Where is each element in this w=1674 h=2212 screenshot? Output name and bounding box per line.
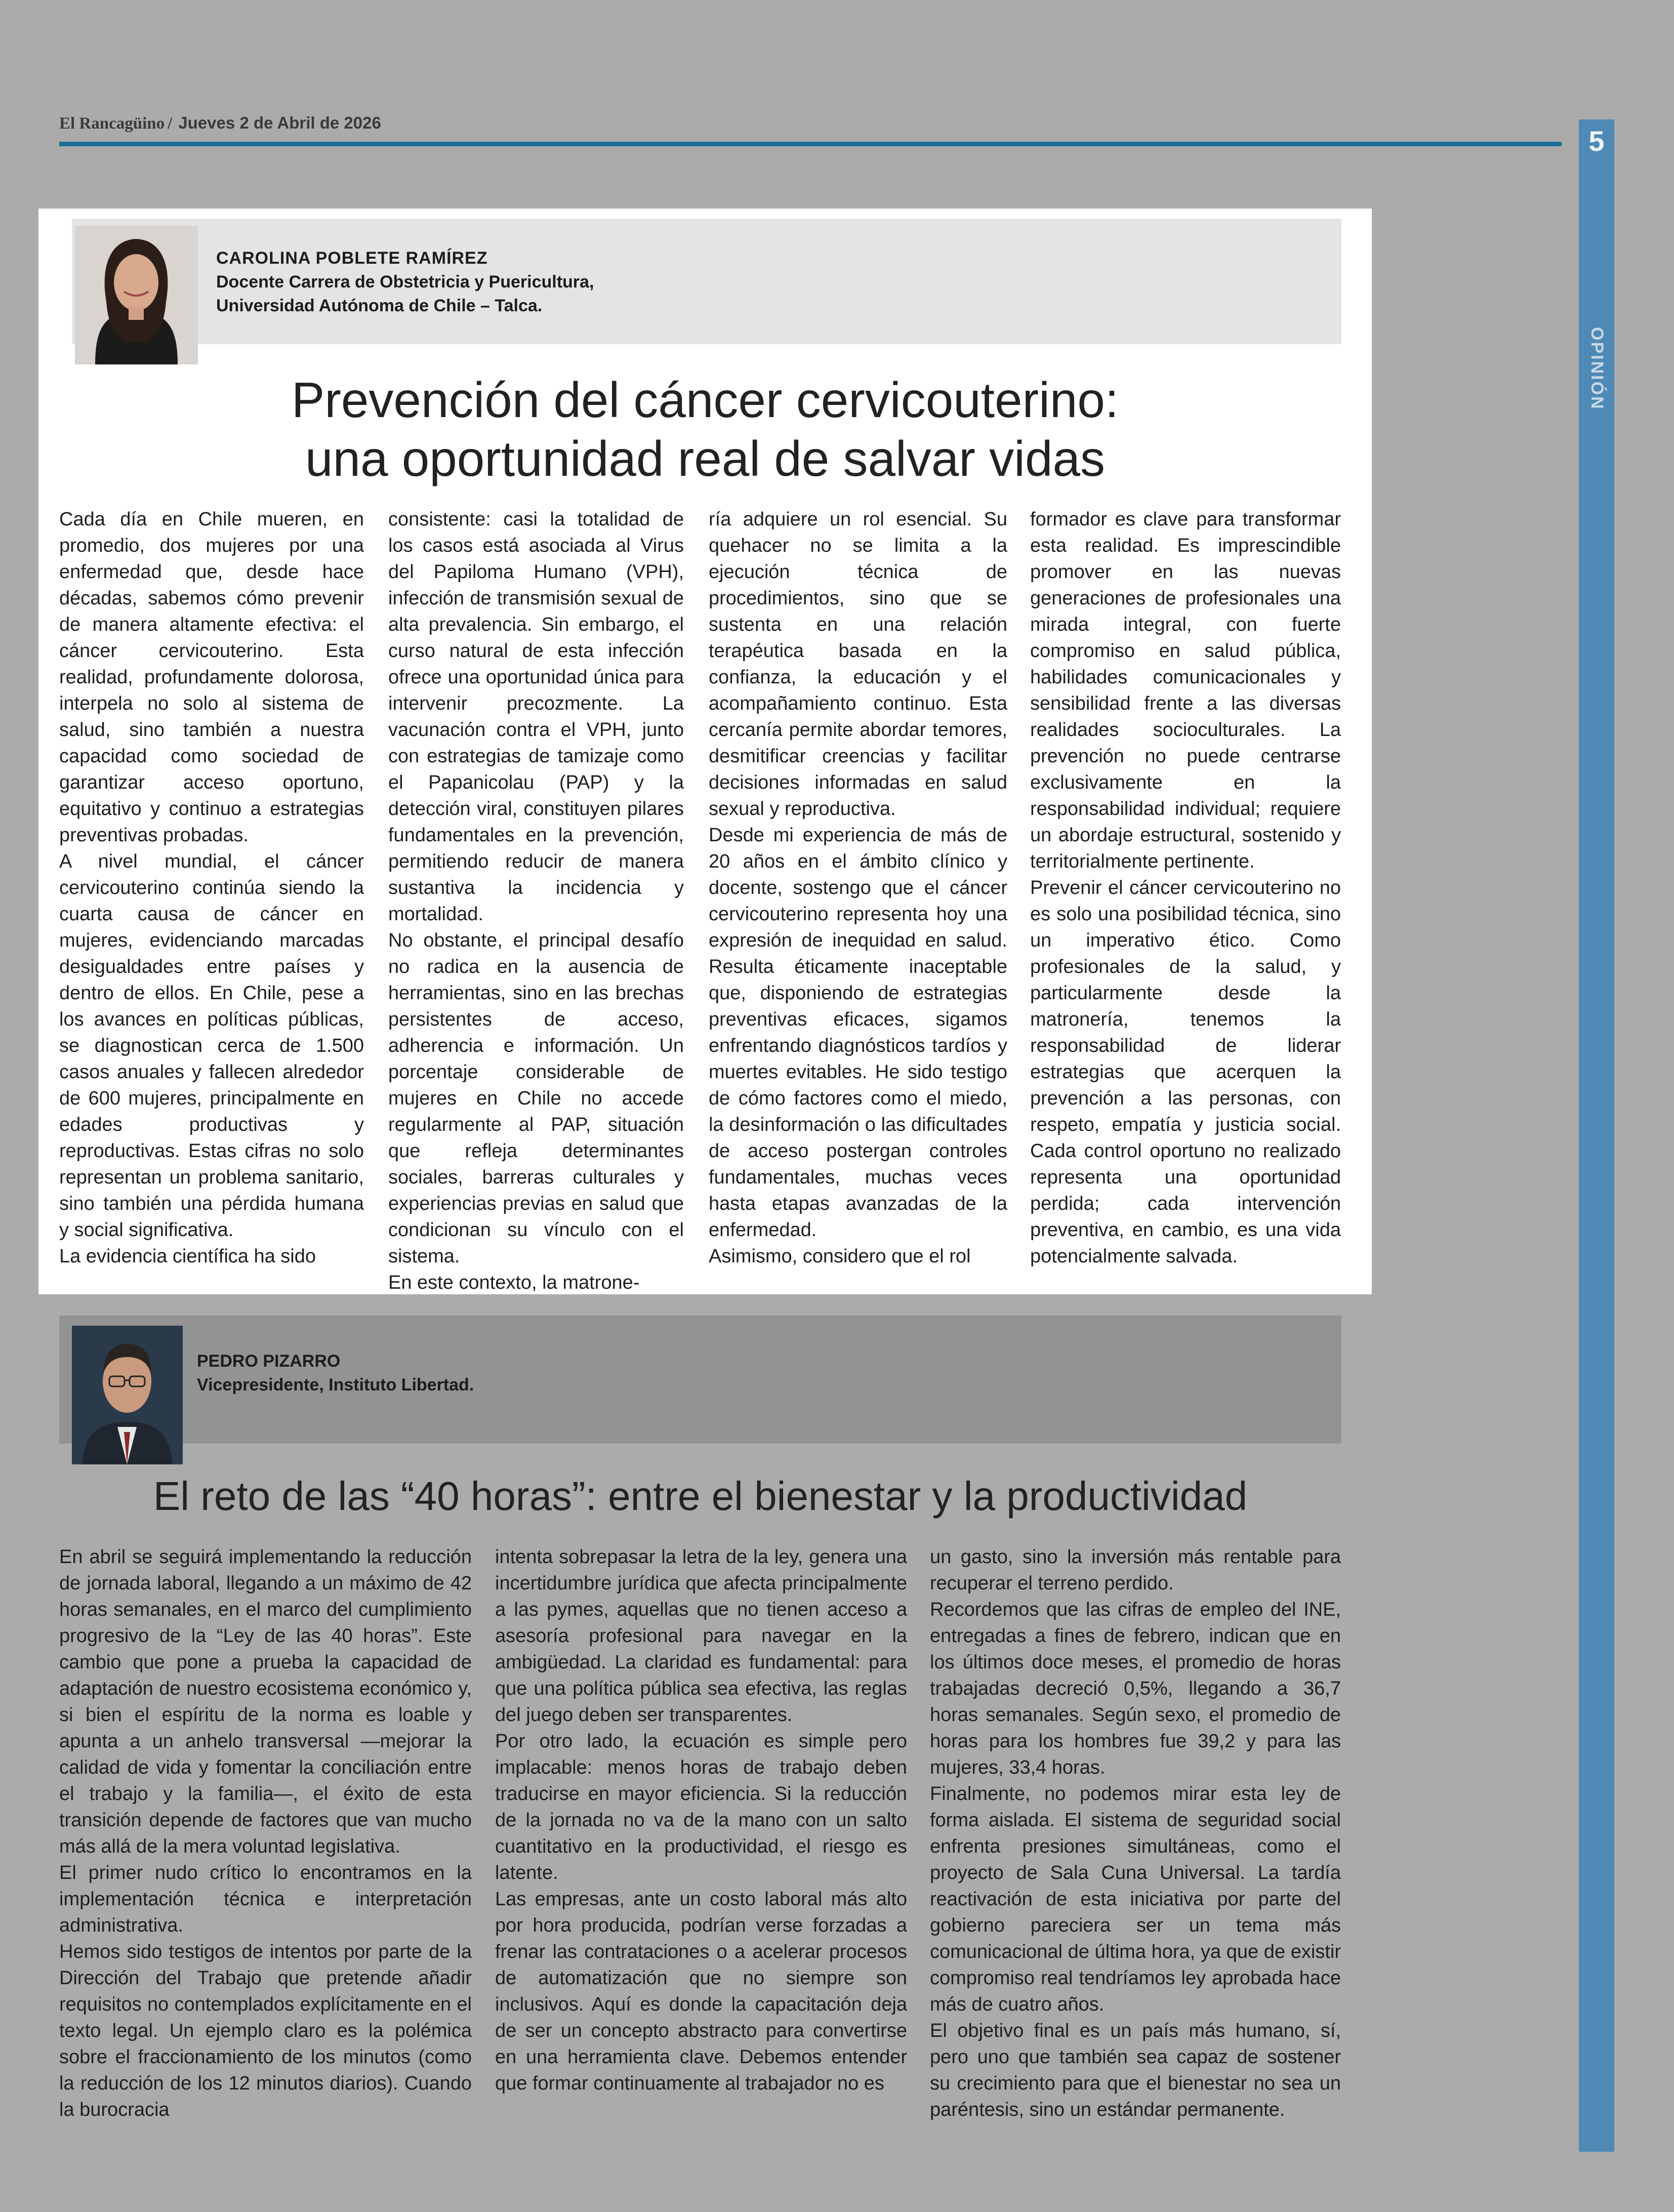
article-1-column-1 — [59, 506, 364, 1269]
article-2-column-3 — [930, 1544, 1341, 2123]
section-label: OPINIÓN — [1587, 327, 1607, 411]
paragraph: El objetivo final es un país más humano, sí, pero uno que también sea capaz de sostener su crecimiento para que el bienestar no sea un paréntesis, sino un estándar permanente. — [930, 2020, 1341, 2120]
paragraph: En este contexto, la matrone- — [388, 1272, 640, 1293]
article-2-headline: El reto de las “40 horas”: entre el bienestar y la productividad — [153, 1473, 1248, 1519]
author-2-role: Vicepresidente, Instituto Libertad. — [197, 1375, 474, 1395]
page-number: 5 — [1588, 125, 1605, 157]
paragraph: Hemos sido testigos de intentos por parte de la Dirección del Trabajo que pretende añadir requisitos no contemplados explícitamente en el texto legal. Un ejemplo claro es la polémica sobre el fraccionamiento de los minutos (como la reducción de los 12 minutos diarios). Cuando la burocracia — [59, 1941, 472, 2120]
article-1-column-2 — [388, 506, 684, 1296]
masthead — [59, 113, 381, 133]
author-1-portrait-icon — [75, 226, 198, 364]
paragraph: La evidencia científica ha sido — [59, 1246, 316, 1267]
paragraph: Finalmente, no podemos mirar esta ley de forma aislada. El sistema de seguridad social enfrenta presiones simultáneas, como el proyecto de Sala Cuna Universal. La tardía reactivación de esta iniciativa por parte del gobierno pareciera ser un tema más comunicacional de última hora, ya que de existir compromiso real tendríamos ley aprobada hace más de cuatro años. — [930, 1783, 1341, 2015]
article-1-column-3 — [709, 506, 1007, 1269]
paragraph: un gasto, sino la inversión más rentable para recuperar el terreno perdido. — [930, 1546, 1341, 1594]
article-1-column-4 — [1030, 506, 1341, 1269]
paragraph: consistente: casi la totalidad de los casos está asociada al Virus del Papiloma Humano (VPH), infección de transmisión sexual de alta prevalencia. Sin embargo, el curso natural de esta infección ofrece una oportunidad única para intervenir precozmente. La vacunación contra el VPH, junto con estrategias de tamizaje como el Papanicolau (PAP) y la detección viral, constituyen pilares fundamentales en la prevención, permitiendo reducir de manera sustantiva la incidencia y mortalidad. — [388, 509, 684, 925]
paragraph: ría adquiere un rol esencial. Su quehacer no se limita a la ejecución técnica de procedimientos, sino que se sustenta en una relación terapéutica basada en la confianza, la educación y el acompañamiento continuo. Esta cercanía permite abordar temores, desmitificar creencias y facilitar decisiones informadas en salud sexual y reproductiva. — [709, 509, 1007, 820]
paragraph: Cada día en Chile mueren, en promedio, dos mujeres por una enfermedad que, desde hace décadas, sabemos cómo prevenir de manera altamente efectiva: el cáncer cervicouterino. Esta realidad, profundamente dolorosa, interpela no solo al sistema de salud, sino también a nuestra capacidad como sociedad de garantizar acceso oportuno, equitativo y continuo a estrategias preventivas probadas. — [59, 509, 364, 846]
article-2-column-2 — [495, 1544, 907, 2097]
masthead-separator: / — [168, 114, 173, 133]
paragraph: intenta sobrepasar la letra de la ley, genera una incertidumbre jurídica que afecta principalmente a las pymes, aquellas que no tienen acceso a asesoría profesional para navegar en la ambigüedad. La claridad es fundamental: para que una política pública sea efectiva, las reglas del juego deben ser transparentes. — [495, 1546, 907, 1726]
paragraph: Desde mi experiencia de más de 20 años en el ámbito clínico y docente, sostengo que el cáncer cervicouterino representa hoy una expresión de inequidad en salud. Resulta éticamente inaceptable que, disponiendo de estrategias preventivas eficaces, sigamos enfrentando diagnósticos tardíos y muertes evitables. He sido testigo de cómo factores como el miedo, la desinformación o las dificultades de acceso postergan controles fundamentales, muchas veces hasta etapas avanzadas de la enfermedad. — [709, 825, 1007, 1241]
paragraph: formador es clave para transformar esta realidad. Es imprescindible promover en las nuevas generaciones de profesionales una mirada integral, con fuerte compromiso en salud pública, habilidades comunicacionales y sensibilidad frente a las diversas realidades socioculturales. La prevención no puede centrarse exclusivamente en la responsabilidad individual; requiere un abordaje estructural, sostenido y territorialmente pertinente. — [1030, 509, 1341, 872]
newspaper-name: El Rancagüino — [59, 114, 165, 133]
paragraph: Prevenir el cáncer cervicouterino no es solo una posibilidad técnica, sino un imperativo ético. Como profesionales de la salud, y particularmente desde la matronería, tenemos la responsabilidad de liderar estrategias que acerquen la prevención a las personas, con respeto, empatía y justicia social. Cada control oportuno no realizado representa una oportunidad perdida; cada intervención preventiva, en cambio, es una vida potencialmente salvada. — [1030, 877, 1341, 1267]
article-2-column-1 — [59, 1544, 472, 2123]
article-1-headline — [38, 371, 1372, 488]
author-1-affiliation: Universidad Autónoma de Chile – Talca. — [216, 296, 543, 315]
article-1-headline-line2: una oportunidad real de salvar vidas — [305, 431, 1105, 486]
author-1-role: Docente Carrera de Obstetricia y Puericultura, — [216, 272, 594, 292]
paragraph: No obstante, el principal desafío no radica en la ausencia de herramientas, sino en las brechas persistentes de acceso, adherencia e información. Un porcentaje considerable de mujeres en Chile no accede regularmente al PAP, situación que refleja determinantes sociales, barreras culturales y experiencias previas en salud que condicionan su vínculo con el sistema. — [388, 930, 684, 1267]
header-rule — [59, 142, 1562, 146]
author-1-photo — [75, 226, 198, 364]
author-2-name: PEDRO PIZARRO — [197, 1351, 341, 1371]
article-1-author — [216, 247, 594, 318]
issue-date: Jueves 2 de Abril de 2026 — [178, 113, 381, 132]
author-1-name: CAROLINA POBLETE RAMÍREZ — [216, 249, 488, 268]
paragraph: A nivel mundial, el cáncer cervicouterino continúa siendo la cuarta causa de cáncer en mujeres, evidenciando marcadas desigualdades entre países y dentro de ellos. En Chile, pese a los avances en políticas públicas, se diagnostican cerca de 1.500 casos anuales y fallecen alrededor de 600 mujeres, principalmente en edades productivas y reproductivas. Estas cifras no solo representan un problema sanitario, sino también una pérdida humana y social significativa. — [59, 851, 364, 1241]
paragraph: Las empresas, ante un costo laboral más alto por hora producida, podrían verse forzadas a frenar las contrataciones o a acelerar procesos de automatización que no siempre son inclusivos. Aquí es donde la capacitación deja de ser un concepto abstracto para convertirse en una herramienta clave. Debemos entender que formar continuamente al trabajador no es — [495, 1889, 907, 2094]
article-2-author — [197, 1349, 474, 1397]
author-2-photo — [72, 1326, 183, 1464]
author-2-portrait-icon — [72, 1326, 183, 1464]
paragraph: En abril se seguirá implementando la reducción de jornada laboral, llegando a un máximo de 42 horas semanales, en el marco del cumplimiento progresivo de la “Ley de las 40 horas”. Este cambio que pone a prueba la capacidad de adaptación de nuestro ecosistema económico y, si bien el espíritu de la norma es loable y apunta a un anhelo transversal —mejorar la calidad de vida y fomentar la conciliación entre el trabajo y la familia—, el éxito de esta transición depende de factores que van mucho más allá de la mera voluntad legislativa. — [59, 1546, 472, 1857]
paragraph: El primer nudo crítico lo encontramos en la implementación técnica e interpretación administrativa. — [59, 1862, 472, 1936]
article-1-headline-line1: Prevención del cáncer cervicouterino: — [291, 372, 1119, 428]
paragraph: Recordemos que las cifras de empleo del INE, entregadas a fines de febrero, indican que en los últimos doce meses, el promedio de horas trabajadas decreció 0,5%, llegando a 36,7 horas semanales. Según sexo, el promedio de horas para los hombres fue 39,2 y para las mujeres, 33,4 horas. — [930, 1599, 1341, 1778]
paragraph: Por otro lado, la ecuación es simple pero implacable: menos horas de trabajo deben traducirse en mayor eficiencia. Si la reducción de la jornada no va de la mano con un salto cuantitativo en la productividad, el riesgo es latente. — [495, 1731, 907, 1883]
paragraph: Asimismo, considero que el rol — [709, 1246, 971, 1267]
section-sidebar — [1579, 119, 1614, 2152]
